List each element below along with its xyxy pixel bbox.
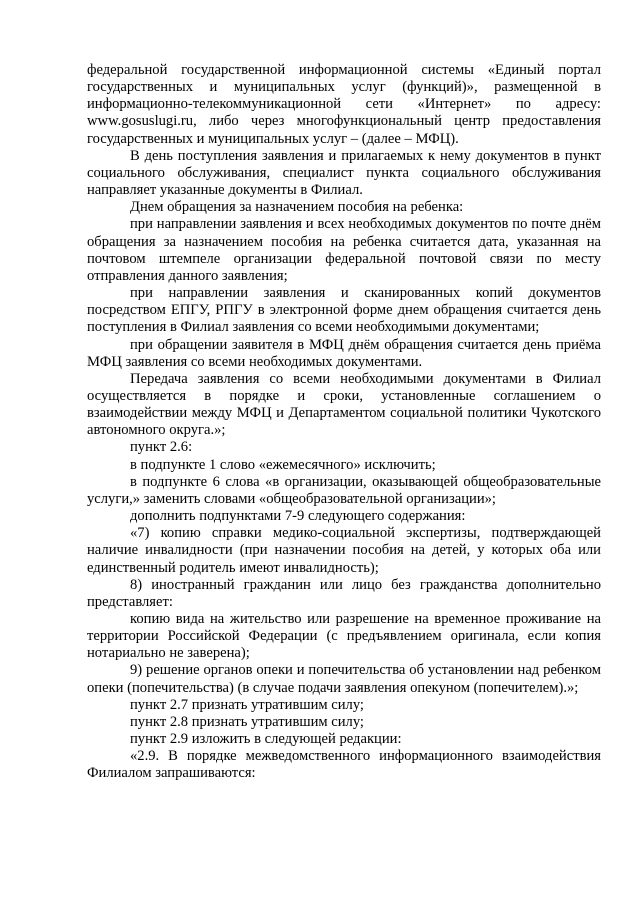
paragraph: пункт 2.7 признать утратившим силу; bbox=[130, 696, 364, 713]
document-body bbox=[87, 62, 601, 783]
paragraph: Днем обращения за назначением пособия на ребенка: bbox=[130, 199, 464, 216]
paragraph: «7) копию справки медико-социальной экспертизы, подтверждающей наличие инвалидности (при назначении пособия на детей, у которых оба или единственный родитель имеют инвалидность); bbox=[87, 525, 601, 576]
paragraph: в подпункте 1 слово «ежемесячного» исключить; bbox=[130, 456, 436, 473]
paragraph: дополнить подпунктами 7-9 следующего содержания: bbox=[130, 508, 466, 525]
paragraph: при направлении заявления и сканированных копий документов посредством ЕПГУ, РПГУ в электронной форме днем обращения считается день поступления в Филиал заявления со всеми необходимыми документами; bbox=[87, 285, 601, 336]
paragraph: в подпункте 6 слова «в организации, оказывающей общеобразовательные услуги,» заменить словами «общеобразовательной организации»; bbox=[87, 473, 601, 507]
paragraph: «2.9. В порядке межведомственного информационного взаимодействия Филиалом запрашиваются: bbox=[87, 748, 601, 782]
paragraph: В день поступления заявления и прилагаемых к нему документов в пункт социального обслуживания, специалист пункта социального обслуживания направляет указанные документы в Филиал. bbox=[87, 147, 601, 199]
paragraph: 8) иностранный гражданин или лицо без гражданства дополнительно представляет: bbox=[87, 576, 601, 610]
paragraph: пункт 2.8 признать утратившим силу; bbox=[130, 713, 364, 730]
paragraph: федеральной государственной информационной системы «Единый портал государственных и муниципальных услуг (функций)», размещенной в информационно-телекоммуникационной сети «Интернет» по адресу: www.gosuslugi.ru, либо через многофункциональный центр предоставления государственных и муниципальных услуг – (далее – МФЦ). bbox=[87, 62, 601, 147]
paragraph: пункт 2.6: bbox=[130, 439, 193, 456]
paragraph: пункт 2.9 изложить в следующей редакции: bbox=[130, 731, 402, 748]
paragraph: при обращении заявителя в МФЦ днём обращения считается день приёма МФЦ заявления со всеми необходимых документами. bbox=[87, 336, 601, 370]
paragraph: 9) решение органов опеки и попечительства об установлении над ребенком опеки (попечительства) (в случае подачи заявления опекуном (попечителем).»; bbox=[87, 662, 601, 696]
paragraph: копию вида на жительство или разрешение на временное проживание на территории Российской Федерации (с предъявлением оригинала, если копия нотариально не заверена); bbox=[87, 611, 601, 662]
paragraph: при направлении заявления и всех необходимых документов по почте днём обращения за назначением пособия на ребенка считается дата, указанная на почтовом штемпеле организации федеральной почтовой связи по месту отправления данного заявления; bbox=[87, 216, 601, 284]
paragraph: Передача заявления со всеми необходимыми документами в Филиал осуществляется в порядке и сроки, установленные соглашением о взаимодействии между МФЦ и Департаментом социальной политики Чукотского автономного округа.»; bbox=[87, 370, 601, 439]
